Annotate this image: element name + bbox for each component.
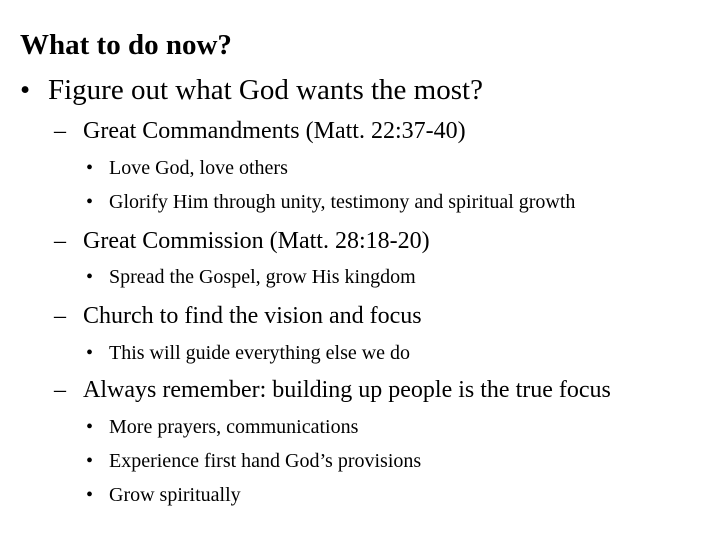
dash-icon: –	[54, 228, 66, 254]
bullet-icon: •	[86, 191, 94, 213]
sub-bullet-text: Spread the Gospel, grow His kingdom	[109, 266, 416, 288]
sub-bullet-text: More prayers, communications	[109, 416, 359, 438]
dash-icon: –	[54, 118, 66, 144]
bullet-text: Figure out what God wants the most?	[48, 74, 483, 106]
sub-bullet	[86, 340, 410, 366]
section-heading	[54, 226, 430, 256]
sub-bullet-text: Experience first hand God’s provisions	[109, 450, 422, 472]
bullet-icon: •	[86, 416, 94, 438]
sub-bullet	[86, 448, 421, 474]
bullet-point	[20, 72, 483, 108]
bullet-icon: •	[86, 342, 94, 364]
bullet-icon: •	[86, 484, 94, 506]
section-heading-text: Great Commandments (Matt. 22:37-40)	[83, 118, 466, 144]
sub-bullet-text: Love God, love others	[109, 157, 288, 179]
sub-bullet-text: Grow spiritually	[109, 484, 241, 506]
bullet-icon: •	[20, 74, 31, 106]
bullet-icon: •	[86, 157, 94, 179]
dash-icon: –	[54, 377, 66, 403]
section-heading	[54, 375, 611, 405]
sub-bullet	[86, 482, 241, 508]
bullet-icon: •	[86, 266, 94, 288]
section-heading-text: Great Commission (Matt. 28:18-20)	[83, 228, 430, 254]
slide-title: What to do now?	[20, 29, 232, 61]
sub-bullet	[86, 189, 575, 215]
dash-icon: –	[54, 303, 66, 329]
section-heading-text: Church to find the vision and focus	[83, 303, 422, 329]
section-heading	[54, 301, 422, 331]
section-heading	[54, 116, 466, 146]
sub-bullet-text: This will guide everything else we do	[109, 342, 411, 364]
sub-bullet-text: Glorify Him through unity, testimony and spiritual growth	[109, 191, 576, 213]
sub-bullet	[86, 414, 358, 440]
sub-bullet	[86, 155, 288, 181]
sub-bullet	[86, 264, 416, 290]
bullet-icon: •	[86, 450, 94, 472]
section-heading-text: Always remember: building up people is the true focus	[83, 377, 611, 403]
